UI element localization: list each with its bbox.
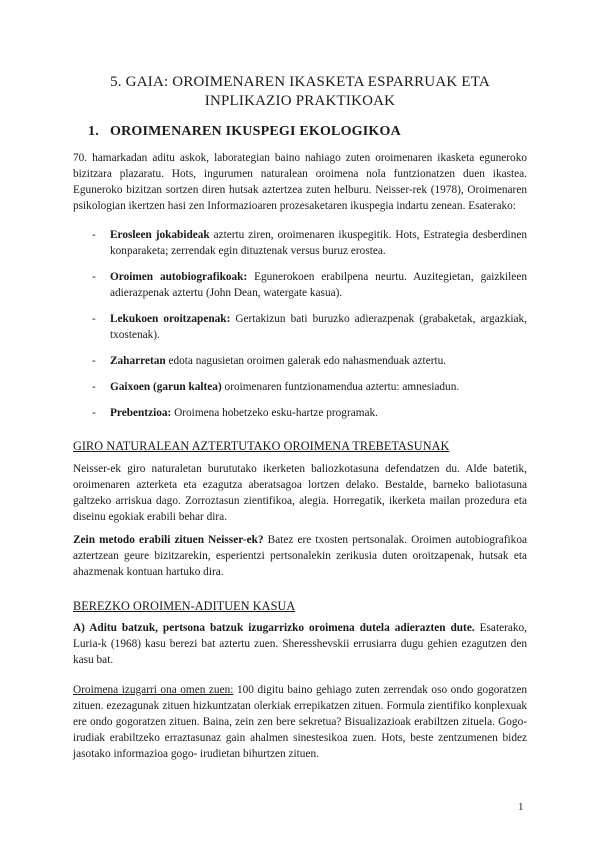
bullet-term: Lekukoen oroitzapenak: [110,313,231,325]
bullet-text: Gertakizun bati buruzko adierazpenak (grabaketak, argazkiak, txostenak). [110,313,527,341]
page-number: 1 [518,801,524,813]
document-title [60,73,540,111]
bullet-text: Egunerokoen erabilpena neurtu. Auzitegietan, gaizkileen adierazpenak aztertu (John Dean, watergate kasua). [110,271,527,299]
bullet-term: Prebentzioa: [110,407,172,419]
title-line-2: INPLIKAZIO PRAKTIKOAK [204,93,396,109]
bullet-text: oroimenaren funtzionamendua aztertu: amnesiadun. [221,381,460,393]
bullet-dash: - [92,271,96,283]
bullet-dash: - [92,381,96,393]
section-number: 1. [88,124,99,139]
giro-question: Zein metodo erabili zituen Neisser-ek? [73,534,264,546]
bullet-term: Gaixoen (garun kaltea) [110,381,222,393]
bullet-item [92,405,527,421]
bullet-item [92,379,527,395]
berezko-heading: BEREZKO OROIMEN-ADITUEN KASUA [73,599,296,613]
giro-answer: Batez ere txosten pertsonalak. Oroimen autobiografikoa aztertzean geure bizitzarekin, esperientzi pertsonalekin zerikusia duten oroitzapenak, hutsak eta ahazmenak kontuan hartuko dira. [73,534,527,578]
giro-paragraph-1: Neisser-ek giro naturaletan burututako ikerketen baliozkotasuna defendatzen du. Alde batetik, oroimenaren azterketa eta ezagutza aberatsagoa lortzen delako. Bestalde, barneko baliotasuna galtzeko arriskua dago. Zorroztasun zientifikoa, alegia. Horregatik, ikerketa mailan prozedura eta diseinu egokiak erabili behar dira. [73,463,527,523]
berezko-a-text: Esaterako, Luria-k (1968) kasu berezi bat aztertu zuen. Sheresshevskii errusiarra dugu gehien ezagutzen den kasu bat. [73,622,527,666]
bullet-dash: - [92,229,96,241]
intro-paragraph: 70. hamarkadan aditu askok, laborategian baino nahiago zuten oroimenaren ikasketa eguneroko bizitzara plazaratu. Hots, ingurumen naturalean oroimena nola funtzionatzen duen ikastea. Eguneroko bizitzan sortzen diren hutsak aztertzea zuten helburu. Neisser-rek (1978), Oroimenaren psikologian ikertzen hasi zen Informazioaren prozesaketaren ikuspegia indartu zenean. Esaterako: [73,152,527,212]
giro-heading: GIRO NATURALEAN AZTERTUTAKO OROIMENA TREBETASUNAK [73,439,450,453]
bullet-item [92,353,527,369]
bullet-item [92,227,527,259]
bullet-text: edota nagusietan oroimen galerak edo nahasmenduak aztertu. [165,355,447,367]
berezko-b-lead: Oroimena izugarri ona omen zuen: [73,684,234,696]
section-title: OROIMENAREN IKUSPEGI EKOLOGIKOA [110,124,401,139]
bullet-dash: - [92,313,96,325]
section-heading [88,124,401,140]
bullet-dash: - [92,355,96,367]
bullet-term: Erosleen jokabideak [110,229,210,241]
berezko-paragraph-b [73,682,527,762]
bullet-text: Oroimena hobetzeko esku-hartze programak. [171,407,378,419]
bullet-dash: - [92,407,96,419]
bullet-text: aztertu ziren, oroimenaren ikuspegitik. Hots, Estrategia desberdinen konparaketa; zerrendak egin dituztenak versus buruz erostea. [110,229,528,257]
berezko-paragraph-a [73,620,527,668]
berezko-b-text: 100 digitu baino gehiago zuten zerrendak oso ondo gogoratzen zituen. ezezagunak zituen hizkuntzatan olerkiak errepikatzen zituen. Formula zientifiko konplexuak ere ondo gogoratzen zituen. Baina, zein zen bere sekretua? Bisualizazioak erabiltzen zituela. Gogo-irudiak erabiltzeko erraztasunaz gain ahalmen sinestesikoa zuen. Hots, beste zentzumenen bidez jasotako informazioa gogo- irudietan bihurtzen zituen. [73,684,528,760]
bullet-item [92,311,527,343]
bullet-term: Oroimen autobiografikoak: [110,271,248,283]
bullet-item [92,269,527,301]
giro-paragraph-2 [73,532,527,580]
berezko-a-lead: A) Aditu batzuk, pertsona batzuk izugarrizko oroimena dutela adierazten dute. [73,622,475,634]
title-line-1: 5. GAIA: OROIMENAREN IKASKETA ESPARRUAK ETA [110,74,490,90]
bullet-term: Zaharretan [110,355,166,367]
